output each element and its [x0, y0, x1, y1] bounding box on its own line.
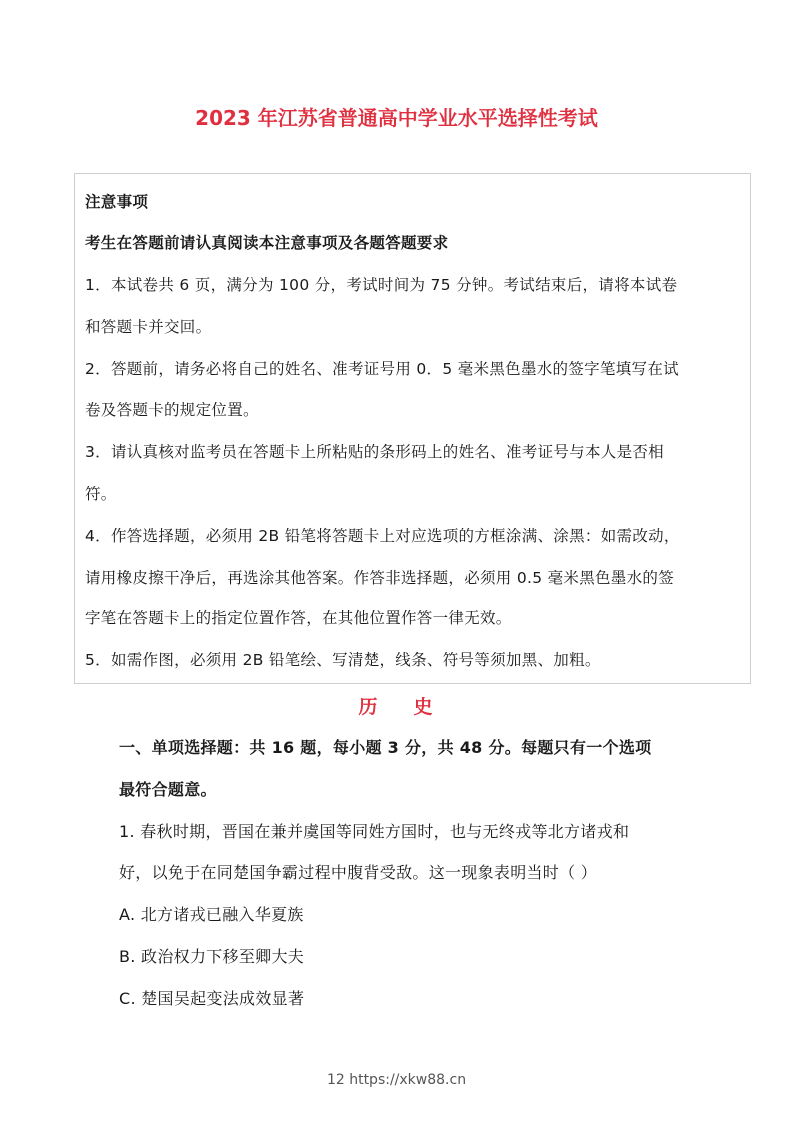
notice-line: 4．作答选择题，必须用 2B 铅笔将答题卡上对应选项的方框涂满、涂黑：如需改动， [85, 527, 680, 545]
notice-line: 1．本试卷共 6 页，满分为 100 分，考试时间为 75 分钟。考试结束后，请将本试卷 [85, 276, 678, 294]
subject-char: 历 [358, 696, 380, 718]
notice-line: 字笔在答题卡上的指定位置作答，在其他位置作答一律无效。 [85, 609, 512, 627]
subject-title [0, 693, 793, 721]
notice-box [74, 173, 751, 684]
footer-watermark: 12 https://xkw88.cn [326, 1072, 467, 1088]
notice-line: 2．答题前，请务必将自己的姓名、准考证号用 0．5 毫米黑色墨水的签字笔填写在试 [85, 360, 679, 378]
option-a: A. 北方诸戎已融入华夏族 [119, 905, 304, 924]
question-stem-cont: 好，以免于在同楚国争霸过程中腹背受敌。这一现象表明当时（ ） [119, 863, 598, 882]
notice-line: 3．请认真核对监考员在答题卡上所粘贴的条形码上的姓名、准考证号与本人是否相 [85, 443, 664, 461]
section-heading-cont: 最符合题意。 [119, 780, 217, 799]
notice-heading: 注意事项 [85, 193, 149, 211]
notice-line: 符。 [85, 485, 117, 503]
option-b: B. 政治权力下移至卿大夫 [119, 947, 305, 966]
notice-line: 和答题卡并交回。 [85, 318, 212, 336]
notice-subheading: 考生在答题前请认真阅读本注意事项及各题答题要求 [85, 234, 449, 252]
exam-title: 2023 年江苏省普通高中学业水平选择性考试 [195, 106, 598, 130]
question-stem: 1. 春秋时期，晋国在兼并虞国等同姓方国时，也与无终戎等北方诸戎和 [119, 822, 630, 841]
option-c: C. 楚国吴起变法成效显著 [119, 989, 305, 1008]
notice-line: 5．如需作图，必须用 2B 铅笔绘、写清楚，线条、符号等须加黑、加粗。 [85, 651, 601, 669]
subject-char: 史 [413, 696, 435, 718]
section-heading: 一、单项选择题：共 16 题，每小题 3 分，共 48 分。每题只有一个选项 [119, 738, 652, 757]
notice-line: 卷及答题卡的规定位置。 [85, 401, 259, 419]
notice-line: 请用橡皮擦干净后，再选涂其他答案。作答非选择题，必须用 0.5 毫米黑色墨水的签 [85, 569, 675, 587]
